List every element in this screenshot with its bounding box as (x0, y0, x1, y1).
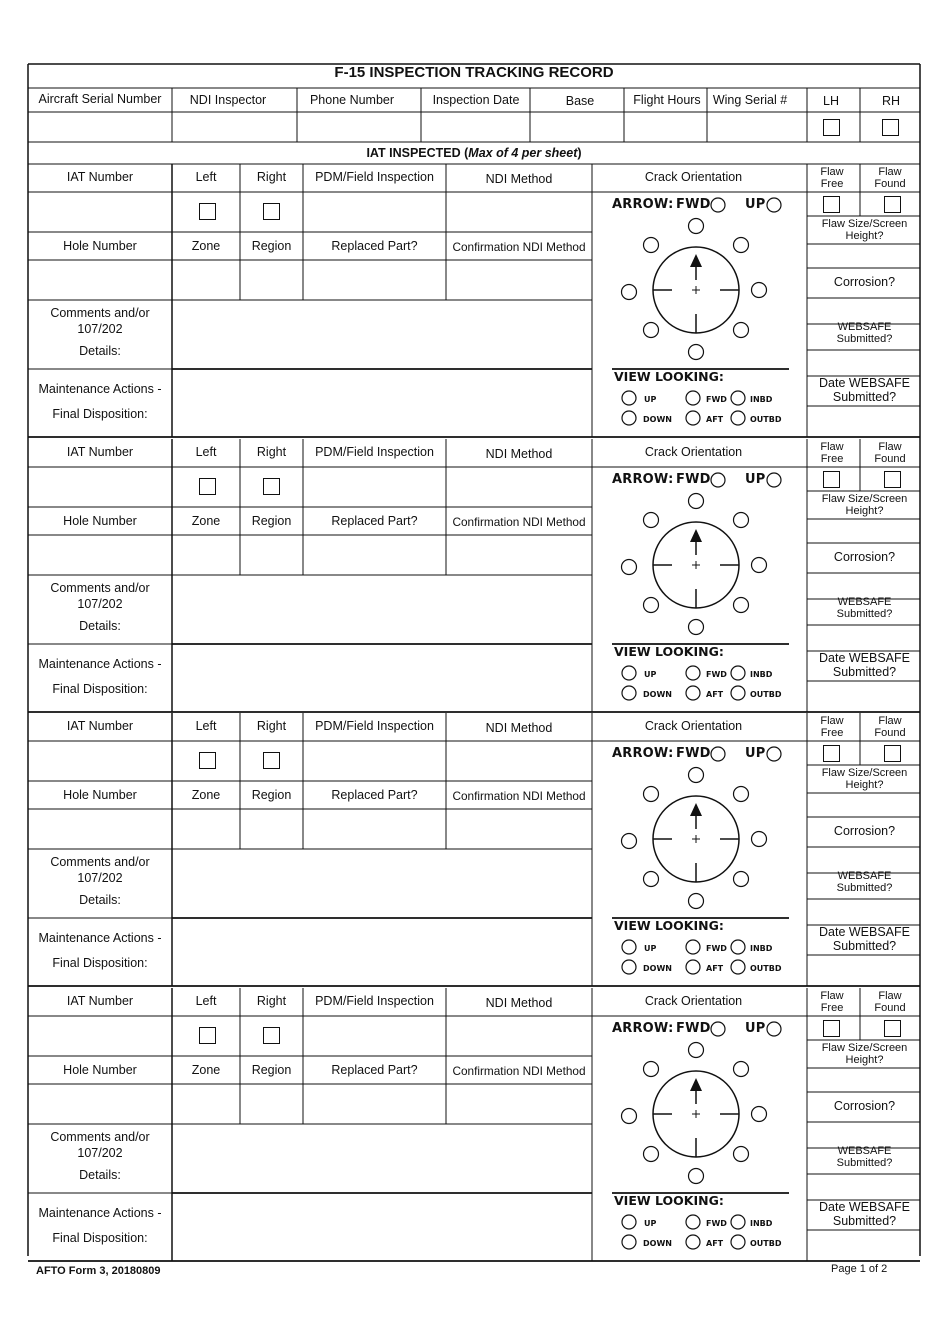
header-label-lh: LH (823, 94, 839, 108)
crack-orientation-radio[interactable] (644, 323, 659, 338)
view-inbd-label: INBD (750, 670, 773, 679)
right-label: Right (256, 445, 287, 459)
clock-arrow-up-icon (690, 803, 702, 816)
iat-number-label: IAT Number (66, 719, 134, 733)
region-label: Region (251, 514, 292, 528)
left-label: Left (195, 719, 217, 733)
crack-orientation-radio[interactable] (644, 513, 659, 528)
view-fwd-label: FWD (706, 944, 727, 953)
arrow-up-label: UP (745, 1021, 766, 1036)
flaw-free-label: Flaw Free (820, 715, 844, 739)
websafe-field[interactable] (809, 901, 918, 923)
header-label-inspection-date: Inspection Date (432, 93, 520, 107)
right-label: Right (256, 170, 287, 184)
zone-label: Zone (191, 239, 221, 253)
region-field[interactable] (242, 1086, 301, 1122)
view-up-label: UP (644, 1219, 657, 1228)
inspection-date-field[interactable] (424, 114, 528, 140)
clock-arrow-up-icon (690, 254, 702, 267)
view-outbd-label: OUTBD (750, 690, 782, 699)
region-field[interactable] (242, 537, 301, 573)
corrosion-label: Corrosion? (833, 275, 896, 289)
flaw-free-label: Flaw Free (820, 441, 844, 465)
zone-field[interactable] (174, 1086, 238, 1122)
crack-orientation-label: Crack Orientation (644, 170, 743, 184)
arrow-fwd-radio[interactable] (711, 1022, 725, 1036)
view-aft-label: AFT (706, 415, 724, 424)
comments-label: Comments and/or 107/202 (50, 306, 150, 336)
arrow-up-label: UP (745, 197, 766, 212)
crack-orientation-radio[interactable] (644, 787, 659, 802)
phone-number-field[interactable] (300, 114, 418, 140)
websafe-label: WEBSAFE Submitted? (836, 870, 893, 894)
header-label-wing-serial: Wing Serial # (712, 93, 788, 107)
pdm-field-inspection-field[interactable] (305, 469, 444, 505)
right-checkbox[interactable] (263, 478, 280, 495)
view-up-radio[interactable] (622, 1215, 636, 1229)
view-down-radio[interactable] (622, 411, 636, 425)
pdm-field-inspection-label: PDM/Field Inspection (315, 994, 434, 1008)
crack-orientation-radio[interactable] (734, 787, 749, 802)
details-label: Details: (79, 893, 121, 907)
header-label-aircraft-serial: Aircraft Serial Number (38, 92, 162, 106)
iat-inspected-header (28, 146, 920, 160)
crack-orientation-radio[interactable] (622, 1109, 637, 1124)
corrosion-label: Corrosion? (833, 550, 896, 564)
left-label: Left (195, 994, 217, 1008)
view-looking-label: VIEW LOOKING: (614, 644, 724, 659)
flaw-size-field[interactable] (809, 521, 918, 541)
confirmation-ndi-method-field[interactable] (448, 811, 590, 847)
hole-number-field[interactable] (30, 262, 170, 298)
date-websafe-label: Date WEBSAFE Submitted? (819, 925, 910, 953)
header-label-rh: RH (881, 94, 901, 108)
flaw-size-label: Flaw Size/Screen Height? (821, 218, 908, 242)
view-fwd-label: FWD (706, 1219, 727, 1228)
arrow-fwd-label: FWD (676, 1021, 711, 1036)
arrow-fwd-label: FWD (676, 197, 711, 212)
websafe-field[interactable] (809, 1176, 918, 1198)
comments-label: Comments and/or 107/202 (50, 581, 150, 611)
aircraft-serial-field[interactable] (30, 114, 170, 140)
date-websafe-field[interactable] (809, 683, 918, 710)
crack-orientation-radio[interactable] (734, 513, 749, 528)
crack-orientation-radio[interactable] (644, 1147, 659, 1162)
maintenance-field[interactable] (174, 646, 590, 710)
websafe-field[interactable] (809, 352, 918, 374)
crack-orientation-radio[interactable] (752, 832, 767, 847)
ndi-method-field[interactable] (448, 1018, 590, 1054)
corrosion-field[interactable] (809, 300, 918, 322)
header-label-flight-hours: Flight Hours (633, 93, 701, 107)
region-field[interactable] (242, 811, 301, 847)
zone-field[interactable] (174, 262, 238, 298)
right-checkbox[interactable] (263, 203, 280, 220)
comments-field[interactable] (174, 577, 590, 642)
confirmation-ndi-method-field[interactable] (448, 262, 590, 298)
crack-orientation-radio[interactable] (644, 1062, 659, 1077)
crack-orientation-radio[interactable] (752, 558, 767, 573)
view-fwd-radio[interactable] (686, 1215, 700, 1229)
view-aft-radio[interactable] (686, 1235, 700, 1249)
base-field[interactable] (533, 114, 621, 140)
maintenance-actions-label: Maintenance Actions - (38, 657, 162, 671)
comments-label: Comments and/or 107/202 (50, 1130, 150, 1160)
right-label: Right (256, 719, 287, 733)
crack-orientation-radio[interactable] (689, 1043, 704, 1058)
zone-field[interactable] (174, 811, 238, 847)
iat-header-prefix: IAT INSPECTED ( (366, 146, 469, 160)
arrow-label: ARROW: (612, 1021, 674, 1036)
view-up-label: UP (644, 670, 657, 679)
replaced-part-field[interactable] (305, 262, 444, 298)
flaw-free-label: Flaw Free (820, 990, 844, 1014)
view-up-radio[interactable] (622, 666, 636, 680)
left-checkbox[interactable] (199, 203, 216, 220)
flaw-size-label: Flaw Size/Screen Height? (821, 767, 908, 791)
flaw-size-field[interactable] (809, 795, 918, 815)
right-checkbox[interactable] (263, 1027, 280, 1044)
confirmation-ndi-method-label: Confirmation NDI Method (452, 515, 586, 529)
view-down-radio[interactable] (622, 1235, 636, 1249)
flaw-free-checkbox[interactable] (823, 471, 840, 488)
crack-orientation-radio[interactable] (644, 598, 659, 613)
view-down-label: DOWN (643, 964, 672, 973)
view-outbd-radio[interactable] (731, 686, 745, 700)
hole-number-label: Hole Number (63, 239, 137, 253)
lh-checkbox[interactable] (823, 119, 840, 136)
iat-number-field[interactable] (30, 743, 170, 779)
arrow-fwd-label: FWD (676, 472, 711, 487)
maintenance-actions-label: Maintenance Actions - (38, 1206, 162, 1220)
header-label-phone-number: Phone Number (309, 93, 395, 107)
details-label: Details: (79, 619, 121, 633)
pdm-field-inspection-field[interactable] (305, 1018, 444, 1054)
crack-orientation-radio[interactable] (622, 834, 637, 849)
corrosion-field[interactable] (809, 849, 918, 871)
left-label: Left (195, 170, 217, 184)
ndi-method-label: NDI Method (485, 172, 553, 186)
view-fwd-radio[interactable] (686, 666, 700, 680)
view-looking-label: VIEW LOOKING: (614, 918, 724, 933)
date-websafe-field[interactable] (809, 957, 918, 984)
websafe-label: WEBSAFE Submitted? (836, 596, 893, 620)
ndi-method-field[interactable] (448, 743, 590, 779)
ndi-method-label: NDI Method (485, 721, 553, 735)
region-label: Region (251, 239, 292, 253)
view-inbd-label: INBD (750, 1219, 773, 1228)
confirmation-ndi-method-label: Confirmation NDI Method (452, 789, 586, 803)
crack-orientation-radio[interactable] (734, 238, 749, 253)
crack-orientation-radio[interactable] (622, 560, 637, 575)
flaw-found-label: Flaw Found (874, 166, 906, 190)
view-aft-label: AFT (706, 1239, 724, 1248)
replaced-part-label: Replaced Part? (331, 1063, 418, 1077)
pdm-field-inspection-field[interactable] (305, 194, 444, 230)
view-up-label: UP (644, 944, 657, 953)
arrow-label: ARROW: (612, 746, 674, 761)
view-aft-label: AFT (706, 690, 724, 699)
pdm-field-inspection-label: PDM/Field Inspection (315, 719, 434, 733)
header-label-ndi-inspector: NDI Inspector (189, 93, 267, 107)
comments-field[interactable] (174, 302, 590, 367)
replaced-part-label: Replaced Part? (331, 788, 418, 802)
maintenance-field[interactable] (174, 371, 590, 435)
iat-number-field[interactable] (30, 469, 170, 505)
flaw-found-checkbox[interactable] (884, 196, 901, 213)
arrow-up-label: UP (745, 746, 766, 761)
iat-header-emphasis: Max of 4 per sheet (468, 146, 578, 160)
flaw-free-label: Flaw Free (820, 166, 844, 190)
crack-orientation-radio[interactable] (734, 323, 749, 338)
view-outbd-label: OUTBD (750, 1239, 782, 1248)
left-checkbox[interactable] (199, 752, 216, 769)
replaced-part-field[interactable] (305, 537, 444, 573)
view-up-label: UP (644, 395, 657, 404)
flaw-free-checkbox[interactable] (823, 1020, 840, 1037)
zone-label: Zone (191, 788, 221, 802)
crack-orientation-label: Crack Orientation (644, 994, 743, 1008)
iat-number-field[interactable] (30, 1018, 170, 1054)
crack-orientation-radio[interactable] (734, 872, 749, 887)
flaw-found-label: Flaw Found (874, 715, 906, 739)
iat-header-suffix: ) (577, 146, 582, 160)
view-aft-label: AFT (706, 964, 724, 973)
arrow-fwd-radio[interactable] (711, 747, 725, 761)
crack-orientation-radio[interactable] (622, 285, 637, 300)
pdm-field-inspection-field[interactable] (305, 743, 444, 779)
crack-orientation-radio[interactable] (689, 219, 704, 234)
replaced-part-label: Replaced Part? (331, 514, 418, 528)
details-label: Details: (79, 1168, 121, 1182)
hole-number-field[interactable] (30, 811, 170, 847)
crack-orientation-radio[interactable] (689, 768, 704, 783)
view-down-label: DOWN (643, 690, 672, 699)
crack-orientation-radio[interactable] (734, 598, 749, 613)
view-inbd-radio[interactable] (731, 391, 745, 405)
ndi-method-label: NDI Method (485, 996, 553, 1010)
clock-arrow-up-icon (690, 1078, 702, 1091)
hole-number-label: Hole Number (63, 514, 137, 528)
hole-number-field[interactable] (30, 537, 170, 573)
crack-orientation-label: Crack Orientation (644, 719, 743, 733)
crack-orientation-radio[interactable] (752, 283, 767, 298)
right-label: Right (256, 994, 287, 1008)
arrow-fwd-radio[interactable] (711, 198, 725, 212)
view-down-radio[interactable] (622, 686, 636, 700)
iat-number-label: IAT Number (66, 445, 134, 459)
crack-orientation-radio[interactable] (689, 345, 704, 360)
flaw-size-label: Flaw Size/Screen Height? (821, 1042, 908, 1066)
hole-number-label: Hole Number (63, 1063, 137, 1077)
ndi-method-field[interactable] (448, 469, 590, 505)
crack-orientation-label: Crack Orientation (644, 445, 743, 459)
crack-orientation-radio[interactable] (752, 1107, 767, 1122)
region-field[interactable] (242, 262, 301, 298)
zone-label: Zone (191, 1063, 221, 1077)
arrow-up-radio[interactable] (767, 198, 781, 212)
view-fwd-radio[interactable] (686, 940, 700, 954)
flaw-size-label: Flaw Size/Screen Height? (821, 493, 908, 517)
rh-checkbox[interactable] (882, 119, 899, 136)
maintenance-actions-label: Maintenance Actions - (38, 382, 162, 396)
confirmation-ndi-method-field[interactable] (448, 537, 590, 573)
form-title: F-15 INSPECTION TRACKING RECORD (334, 64, 614, 81)
arrow-up-radio[interactable] (767, 473, 781, 487)
maintenance-actions-label: Maintenance Actions - (38, 931, 162, 945)
crack-orientation-radio[interactable] (734, 1062, 749, 1077)
flaw-free-checkbox[interactable] (823, 745, 840, 762)
final-disposition-label: Final Disposition: (52, 682, 148, 696)
flaw-found-checkbox[interactable] (884, 745, 901, 762)
flaw-size-field[interactable] (809, 246, 918, 266)
view-outbd-radio[interactable] (731, 411, 745, 425)
view-up-radio[interactable] (622, 391, 636, 405)
crack-orientation-radio[interactable] (689, 894, 704, 909)
view-down-radio[interactable] (622, 960, 636, 974)
corrosion-field[interactable] (809, 1124, 918, 1146)
view-inbd-radio[interactable] (731, 1215, 745, 1229)
websafe-label: WEBSAFE Submitted? (836, 321, 893, 345)
view-outbd-label: OUTBD (750, 964, 782, 973)
view-aft-radio[interactable] (686, 686, 700, 700)
arrow-label: ARROW: (612, 197, 674, 212)
hole-number-label: Hole Number (63, 788, 137, 802)
flaw-found-label: Flaw Found (874, 441, 906, 465)
final-disposition-label: Final Disposition: (52, 1231, 148, 1245)
arrow-up-label: UP (745, 472, 766, 487)
view-fwd-radio[interactable] (686, 391, 700, 405)
confirmation-ndi-method-field[interactable] (448, 1086, 590, 1122)
flight-hours-field[interactable] (627, 114, 705, 140)
flaw-found-label: Flaw Found (874, 990, 906, 1014)
websafe-label: WEBSAFE Submitted? (836, 1145, 893, 1169)
ndi-inspector-field[interactable] (176, 114, 294, 140)
iat-number-field[interactable] (30, 194, 170, 230)
ndi-method-field[interactable] (448, 194, 590, 230)
corrosion-label: Corrosion? (833, 824, 896, 838)
region-label: Region (251, 1063, 292, 1077)
view-looking-label: VIEW LOOKING: (614, 369, 724, 384)
details-label: Details: (79, 344, 121, 358)
form-number: AFTO Form 3, 20180809 (36, 1265, 161, 1277)
view-aft-radio[interactable] (686, 960, 700, 974)
right-checkbox[interactable] (263, 752, 280, 769)
crack-orientation-radio[interactable] (644, 238, 659, 253)
confirmation-ndi-method-label: Confirmation NDI Method (452, 1064, 586, 1078)
maintenance-field[interactable] (174, 920, 590, 984)
view-fwd-label: FWD (706, 670, 727, 679)
zone-field[interactable] (174, 537, 238, 573)
view-fwd-label: FWD (706, 395, 727, 404)
flaw-found-checkbox[interactable] (884, 471, 901, 488)
left-label: Left (195, 445, 217, 459)
iat-number-label: IAT Number (66, 994, 134, 1008)
zone-label: Zone (191, 514, 221, 528)
corrosion-label: Corrosion? (833, 1099, 896, 1113)
view-outbd-radio[interactable] (731, 1235, 745, 1249)
crack-orientation-radio[interactable] (689, 620, 704, 635)
crack-orientation-radio[interactable] (689, 1169, 704, 1184)
flaw-free-checkbox[interactable] (823, 196, 840, 213)
view-inbd-label: INBD (750, 395, 773, 404)
comments-label: Comments and/or 107/202 (50, 855, 150, 885)
date-websafe-label: Date WEBSAFE Submitted? (819, 651, 910, 679)
replaced-part-field[interactable] (305, 811, 444, 847)
comments-field[interactable] (174, 851, 590, 916)
arrow-up-radio[interactable] (767, 747, 781, 761)
arrow-label: ARROW: (612, 472, 674, 487)
view-aft-radio[interactable] (686, 411, 700, 425)
replaced-part-label: Replaced Part? (331, 239, 418, 253)
date-websafe-label: Date WEBSAFE Submitted? (819, 376, 910, 404)
view-outbd-radio[interactable] (731, 960, 745, 974)
view-looking-label: VIEW LOOKING: (614, 1193, 724, 1208)
date-websafe-field[interactable] (809, 1232, 918, 1259)
confirmation-ndi-method-label: Confirmation NDI Method (452, 240, 586, 254)
iat-number-label: IAT Number (66, 170, 134, 184)
final-disposition-label: Final Disposition: (52, 956, 148, 970)
view-down-label: DOWN (643, 415, 672, 424)
view-down-label: DOWN (643, 1239, 672, 1248)
flaw-found-checkbox[interactable] (884, 1020, 901, 1037)
date-websafe-label: Date WEBSAFE Submitted? (819, 1200, 910, 1228)
view-inbd-radio[interactable] (731, 666, 745, 680)
date-websafe-field[interactable] (809, 408, 918, 435)
arrow-up-radio[interactable] (767, 1022, 781, 1036)
arrow-fwd-label: FWD (676, 746, 711, 761)
pdm-field-inspection-label: PDM/Field Inspection (315, 445, 434, 459)
page-number: Page 1 of 2 (831, 1263, 888, 1275)
corrosion-field[interactable] (809, 575, 918, 597)
flaw-size-field[interactable] (809, 1070, 918, 1090)
crack-orientation-radio[interactable] (644, 872, 659, 887)
left-checkbox[interactable] (199, 1027, 216, 1044)
ndi-method-label: NDI Method (485, 447, 553, 461)
view-inbd-label: INBD (750, 944, 773, 953)
wing-serial-field[interactable] (710, 114, 804, 140)
crack-orientation-radio[interactable] (734, 1147, 749, 1162)
arrow-fwd-radio[interactable] (711, 473, 725, 487)
left-checkbox[interactable] (199, 478, 216, 495)
view-up-radio[interactable] (622, 940, 636, 954)
replaced-part-field[interactable] (305, 1086, 444, 1122)
comments-field[interactable] (174, 1126, 590, 1191)
pdm-field-inspection-label: PDM/Field Inspection (315, 170, 434, 184)
clock-arrow-up-icon (690, 529, 702, 542)
view-outbd-label: OUTBD (750, 415, 782, 424)
view-inbd-radio[interactable] (731, 940, 745, 954)
maintenance-field[interactable] (174, 1195, 590, 1259)
websafe-field[interactable] (809, 627, 918, 649)
hole-number-field[interactable] (30, 1086, 170, 1122)
header-label-base: Base (565, 94, 595, 108)
final-disposition-label: Final Disposition: (52, 407, 148, 421)
crack-orientation-radio[interactable] (689, 494, 704, 509)
region-label: Region (251, 788, 292, 802)
